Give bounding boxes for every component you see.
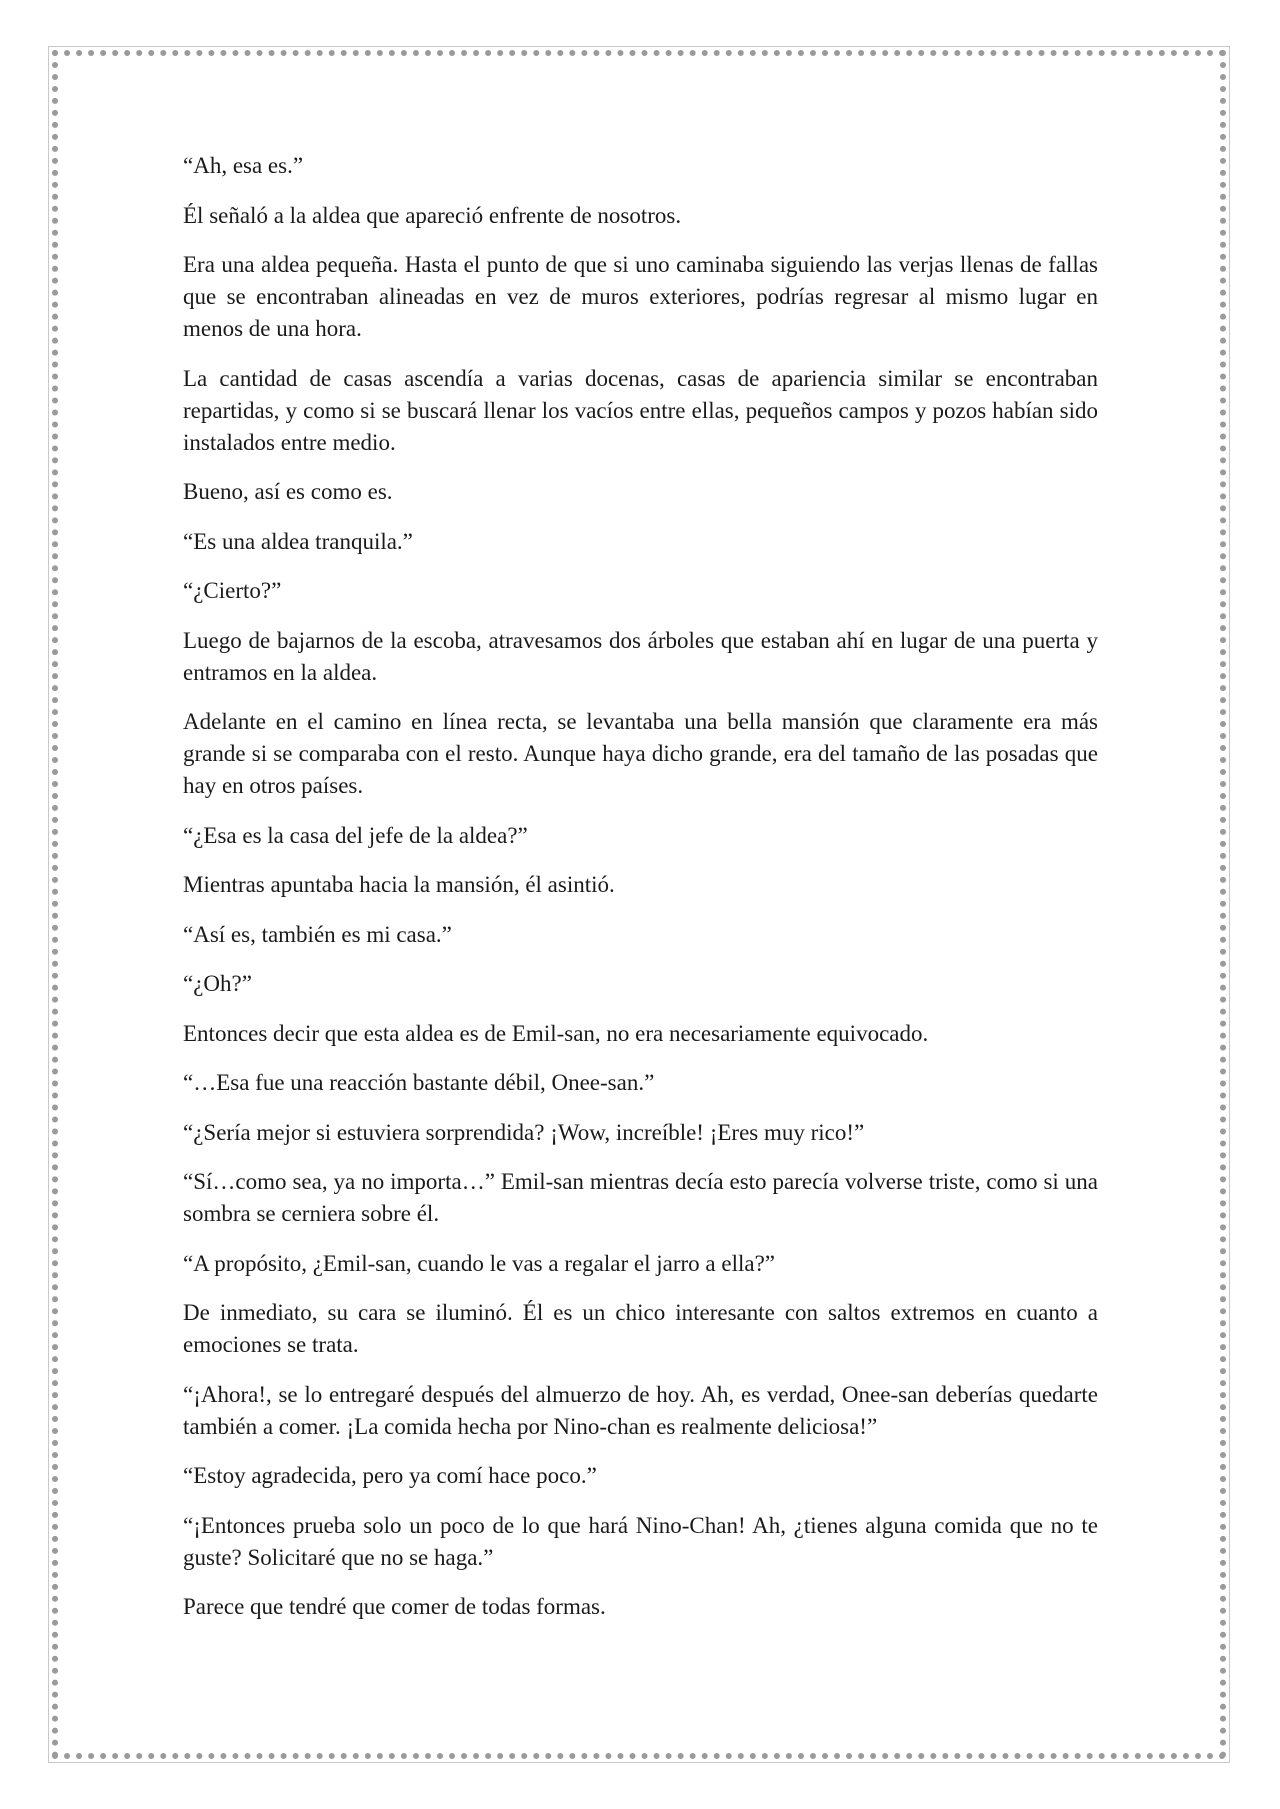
paragraph: La cantidad de casas ascendía a varias docenas, casas de apariencia similar se encontraban repartidas, y como si se buscará llenar los vacíos entre ellas, pequeños campos y pozos habían sido instalados entre medio. [183, 365, 1098, 455]
paragraph: “¿Esa es la casa del jefe de la aldea?” [183, 822, 528, 848]
paragraph: Mientras apuntaba hacia la mansión, él asintió. [183, 872, 615, 897]
paragraph: “Así es, también es mi casa.” [183, 921, 452, 947]
document-body [183, 150, 1098, 1641]
paragraph: Luego de bajarnos de la escoba, atravesamos dos árboles que estaban ahí en lugar de una puerta y entramos en la aldea. [183, 627, 1098, 685]
paragraph: “A propósito, ¿Emil-san, cuando le vas a regalar el jarro a ella?” [183, 1250, 775, 1276]
paragraph: “Ah, esa es.” [183, 153, 304, 178]
paragraph: “Sí…como sea, ya no importa…” Emil-san mientras decía esto parecía volverse triste, como si una sombra se cerniera sobre él. [183, 1169, 1098, 1226]
paragraph: “…Esa fue una reacción bastante débil, Onee-san.” [183, 1070, 655, 1095]
paragraph: “¿Oh?” [183, 971, 252, 996]
paragraph: Entonces decir que esta aldea es de Emil-san, no era necesariamente equivocado. [183, 1020, 929, 1046]
paragraph: “Estoy agradecida, pero ya comí hace poco.” [183, 1463, 597, 1488]
paragraph: Era una aldea pequeña. Hasta el punto de que si uno caminaba siguiendo las verjas llenas de fallas que se encontraban alineadas en vez de muros exteriores, podrías regresar al mismo lugar en menos de una hora. [183, 252, 1098, 341]
paragraph: “Es una aldea tranquila.” [183, 528, 413, 554]
paragraph: Adelante en el camino en línea recta, se levantaba una bella mansión que claramente era más grande si se comparaba con el resto. Aunque haya dicho grande, era del tamaño de las posadas que hay en otros países. [183, 709, 1098, 798]
paragraph: De inmediato, su cara se iluminó. Él es un chico interesante con saltos extremos en cuanto a emociones se trata. [183, 1300, 1098, 1357]
paragraph: Parece que tendré que comer de todas formas. [183, 1594, 606, 1619]
paragraph: “¿Cierto?” [183, 578, 282, 603]
paragraph: “¡Ahora!, se lo entregaré después del almuerzo de hoy. Ah, es verdad, Onee-san deberías quedarte también a comer. ¡La comida hecha por Nino-chan es realmente deliciosa!” [183, 1381, 1098, 1439]
paragraph: “¿Sería mejor si estuviera sorprendida? ¡Wow, increíble! ¡Eres muy rico!” [183, 1119, 865, 1145]
paragraph: Bueno, así es como es. [183, 479, 393, 504]
paragraph: “¡Entonces prueba solo un poco de lo que hará Nino-Chan! Ah, ¿tienes alguna comida que no te guste? Solicitaré que no se haga.” [183, 1512, 1098, 1570]
paragraph: Él señaló a la aldea que apareció enfrente de nosotros. [183, 202, 682, 228]
